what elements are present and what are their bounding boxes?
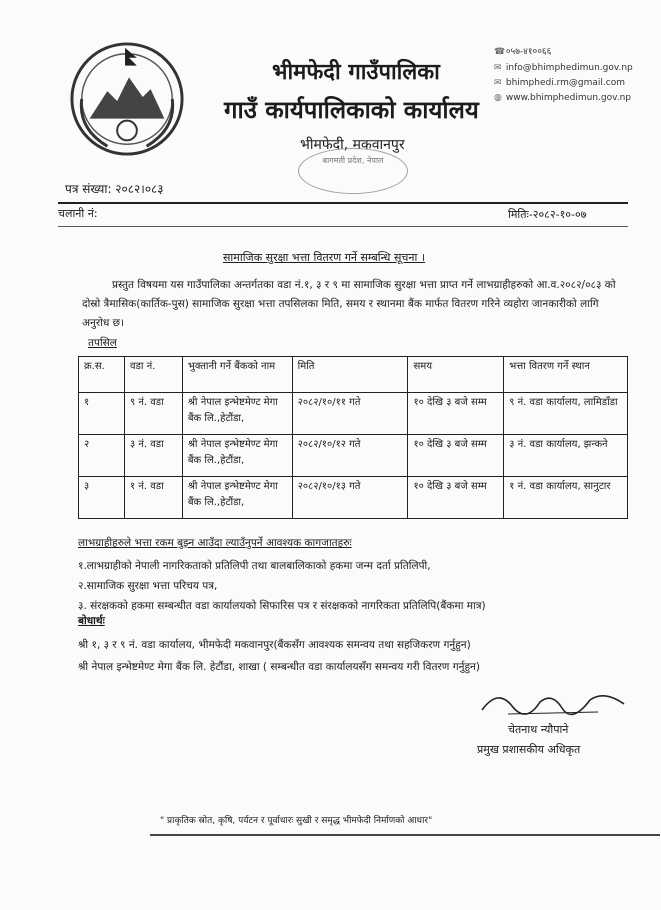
table-cell: ३ नं. वडा कार्यालय, झन्कने — [504, 435, 628, 477]
table-cell: ३ नं. वडा — [124, 435, 182, 477]
table-cell: ९ नं. वडा — [124, 393, 182, 435]
signer-designation: प्रमुख प्रशासकीय अधिकृत — [477, 743, 581, 756]
table-header: मिति — [292, 357, 408, 393]
info-list — [78, 634, 480, 678]
table-cell: २०८२/१०/१३ गते — [292, 477, 408, 519]
signer-name: चेतनाथ न्यौपाने — [508, 723, 569, 736]
office-title: गाउँ कार्यपालिकाको कार्यालय — [224, 96, 479, 124]
contact-phone: ☎ ०५७-४१००६६ — [494, 47, 552, 57]
table-cell: २०८२/१०/११ गते — [292, 393, 408, 435]
list-item: २.सामाजिक सुरक्षा भत्ता परिचय पत्र, — [78, 580, 218, 592]
table-cell: ९ नं. वडा कार्यालय, लामिडाँडा — [504, 393, 628, 435]
table-cell: श्री नेपाल इन्भेष्टमेण्ट मेगा बैंक लि.,हेटौंडा, — [182, 477, 292, 519]
phone-icon: ☎ — [494, 47, 506, 57]
office-address: भीमफेदी, मकवानपुर — [300, 137, 405, 153]
list-item: श्री १, ३ र ९ नं. वडा कार्यालय, भीमफेदी मकवानपुर(बैंकसँग आवश्यक समन्वय तथा सहजिकरण गर्नुहुन) — [78, 639, 471, 651]
table-header-row — [79, 357, 628, 393]
office-name: भीमफेदी गाउँपालिका — [272, 60, 440, 85]
table-cell: ३ — [79, 477, 125, 519]
office-stamp — [298, 148, 408, 194]
dispatch-number: चलानी नं: — [58, 207, 98, 220]
list-item: श्री नेपाल इन्भेष्टमेण्ट मेगा बैंक लि. हेटौंडा, शाखा ( सम्बन्धीत वडा कार्यालयसँग समन्वय गरी वितरण गर्नुहुन) — [78, 661, 480, 673]
signature-mark — [478, 684, 628, 720]
table-cell: १० देखि ३ बजे सम्म — [408, 477, 504, 519]
info-heading: बोधार्थः — [78, 615, 105, 627]
header-divider — [58, 202, 628, 204]
contact-website[interactable]: ◍ www.bhimphedimun.gov.np — [494, 93, 632, 103]
table-cell: २ — [79, 435, 125, 477]
table-cell: २०८२/१०/१२ गते — [292, 435, 408, 477]
contact-email-1[interactable]: ✉ info@bhimphedimun.gov.np — [494, 63, 633, 73]
list-item: ३. संरक्षकको हकमा सम्बन्धीत वडा कार्यालयको सिफारिस पत्र र संरक्षकको नागरिकता प्रतिलिपि(बैंकमा मात्र) — [78, 600, 486, 612]
table-label: तपसिल — [88, 337, 117, 349]
stamp-text: बागमती प्रदेश, नेपाल — [322, 156, 384, 165]
table-cell: १ नं. वडा कार्यालय, सानुटार — [504, 477, 628, 519]
table-header: भत्ता वितरण गर्ने स्थान — [504, 357, 628, 393]
table-cell: १ नं. वडा — [124, 477, 182, 519]
footer-divider — [150, 834, 660, 836]
table-cell: १० देखि ३ बजे सम्म — [408, 393, 504, 435]
email-icon: ✉ — [494, 63, 502, 73]
table-header: वडा नं. — [124, 357, 182, 393]
table-header: समय — [408, 357, 504, 393]
documents-list — [78, 556, 486, 616]
meta-divider — [58, 226, 628, 227]
list-item: १.लाभग्राहीको नेपाली नागरिकताको प्रतिलिपी तथा बालबालिकाको हकमा जन्म दर्ता प्रतिलिपी, — [78, 560, 431, 572]
table-row — [79, 477, 628, 519]
table-row — [79, 435, 628, 477]
table-row — [79, 393, 628, 435]
footer-slogan: " प्राकृतिक स्रोत, कृषि, पर्यटन र पूर्वाधारः सुखी र समृद्ध भीमफेदी निर्माणको आधार" — [160, 816, 433, 826]
table-cell: श्री नेपाल इन्भेष्टमेण्ट मेगा बैंक लि.,हेटौंडा, — [182, 393, 292, 435]
distribution-table — [78, 356, 628, 519]
contact-email-2[interactable]: ✉ bhimphedi.rm@gmail.com — [494, 78, 625, 88]
table-header: क्र.स. — [79, 357, 125, 393]
table-cell: १० देखि ३ बजे सम्म — [408, 435, 504, 477]
municipality-emblem — [68, 40, 186, 158]
letter-date: मितिः-२०८२-१०-०७ — [508, 208, 587, 221]
notice-subject: सामाजिक सुरक्षा भत्ता वितरण गर्ने सम्बन्धि सूचना । — [223, 251, 425, 264]
globe-icon: ◍ — [494, 93, 502, 103]
reference-number: पत्र संख्या: २०८२।०८३ — [65, 182, 164, 196]
notice-body: प्रस्तुत विषयमा यस गाउँपालिका अन्तर्गतका वडा नं.१, ३ र ९ मा सामाजिक सुरक्षा भत्ता प्राप्त गर्ने लाभग्राहीहरुको आ.व.२०८२/०८३ को दोस्रो त्रैमासिक(कार्तिक-पुस) सामाजिक सुरक्षा भत्ता तपसिलका मिति, समय र स्थानमा बैंक मार्फत वितरण गरिने व्यहोरा जानकारीको लागि अनुरोध छ। — [82, 279, 616, 329]
table-cell: श्री नेपाल इन्भेष्टमेण्ट मेगा बैंक लि.,हेटौंडा, — [182, 435, 292, 477]
table-header: भुक्तानी गर्ने बैंकको नाम — [182, 357, 292, 393]
table-cell: १ — [79, 393, 125, 435]
email-icon: ✉ — [494, 78, 502, 88]
documents-heading: लाभग्राहीहरुले भत्ता रकम बुझ्न आउँदा ल्याउँनुपर्ने आवश्यक कागजातहरुः — [78, 537, 352, 549]
